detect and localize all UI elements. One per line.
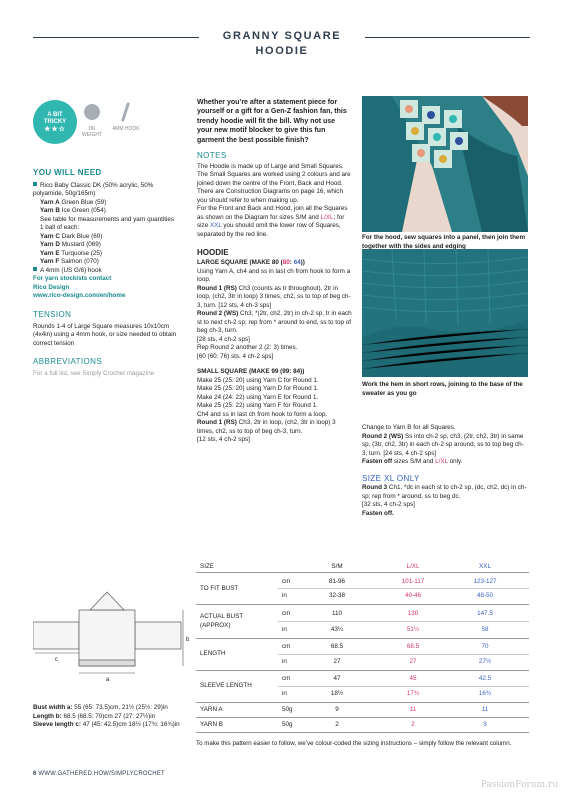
hem-photo-caption: Work the hem in short rows, joining to the base of the sweater as you go bbox=[362, 381, 523, 397]
size-xl-heading: SIZE XL ONLY bbox=[362, 473, 420, 483]
diagram-label-b: b bbox=[186, 637, 190, 643]
hoodie-heading: HOODIE bbox=[197, 248, 229, 258]
right-text-column: Change to Yarn B for all Squares. Round 2 (WS) Ss into ch-2 sp, ch3, (2tr, ch2, 3tr) in same sp, (3tr, ch2, 3tr) in each ch-2 sp around, ss to top beg ch-3, turn. [24 sts, 4 ch-2 sps] Fasten off sizes S/M and L/XL only. SIZE XL ONLY Round 3 Ch1, *dc in each st to ch-2 sp, (dc, ch2, dc) in ch-sp; rep from * around, ss to beg dc. [32 sts, 4 ch-2 sps] Fasten off. bbox=[362, 424, 527, 517]
hook-item: A 4mm (US G/6) hook bbox=[40, 266, 102, 274]
see-table-note: See table for measurements and yarn quantities bbox=[40, 215, 175, 223]
row-sleeve-length: SLEEVE LENGTH bbox=[200, 682, 252, 689]
diagram-measurements: Bust width a: 55 (65: 73.5)cm, 21½ (25½: 29)in Length b: 68.5 (68.5: 70)cm 27 (27: 27½)in Sleeve length c: 47 (45: 42.5)cm 18½ (17¾: 16¾)in bbox=[33, 704, 180, 728]
hook-size-label: 4MM HOOK bbox=[112, 126, 140, 132]
row-yarn-b: YARN B bbox=[200, 721, 223, 728]
size-header: SIZE bbox=[200, 563, 214, 570]
row-length: LENGTH bbox=[200, 650, 226, 657]
row-to-fit-bust: TO FIT BUST bbox=[200, 585, 239, 592]
row-actual-bust: ACTUAL BUST (APPROX) bbox=[200, 613, 244, 629]
header-rule-right bbox=[365, 37, 530, 38]
hood-photo bbox=[362, 96, 528, 232]
badge-line2: TRICKY bbox=[43, 118, 67, 125]
row-yarn-a: YARN A bbox=[200, 706, 223, 713]
badge-line1: A BIT bbox=[47, 112, 63, 118]
notes-heading: NOTES bbox=[197, 151, 227, 161]
page-footer bbox=[33, 770, 165, 778]
hook-icon bbox=[121, 102, 130, 122]
hem-photo bbox=[362, 249, 528, 377]
hood-photo-caption: For the hood, sew squares into a panel, then join them together with the sides and edging bbox=[362, 234, 526, 250]
abbreviations-text: For a full list, see Simply Crochet magazine bbox=[33, 369, 155, 377]
yarn-weight-label: DK WEIGHT bbox=[82, 126, 102, 138]
abbreviations-heading: ABBREVIATIONS bbox=[33, 357, 103, 367]
you-will-need-heading: YOU WILL NEED bbox=[33, 168, 102, 177]
footer-url[interactable]: WWW.GATHERED.HOW/SIMPLYCROCHET bbox=[38, 771, 165, 777]
stockist-link[interactable]: www.rico-design.com/en/home bbox=[33, 292, 126, 300]
large-square-heading: LARGE SQUARE (MAKE 80 (80: 64)) bbox=[197, 259, 305, 267]
diagram-label-c: c bbox=[55, 657, 58, 663]
small-square-heading: SMALL SQUARE (MAKE 99 (99: 84)) bbox=[197, 368, 305, 376]
table-note: To make this pattern easier to follow, we’ve colour-coded the sizing instructions – simply follow the relevant column. bbox=[196, 740, 512, 747]
tension-heading: TENSION bbox=[33, 309, 72, 319]
garment-diagram bbox=[33, 580, 193, 700]
page-number: 6 bbox=[33, 771, 37, 777]
yarn-intro: Rico Baby Classic DK (50% acrylic, 50% polyamide, 50g/165m) bbox=[33, 181, 154, 198]
watermark: PassionForum.ru bbox=[480, 780, 558, 790]
you-will-need-section: YOU WILL NEED Rico Baby Classic DK (50% acrylic, 50% polyamide, 50g/165m) Yarn A Green Blue (59) Yarn B Ice Green (054) See table for measurements and yarn quantities 1 ball of each: Yarn C Dark Blue (60) Yarn D Mustard (069) Yarn E Turquoise (25) Yarn F Salmon (070) A 4mm (US G/6) hook For yarn stockists contact Rico Design www.rico-design.com/en/home TENSION Rounds 1-4 of Large Square measures 10x10cm (4x4in) using a 4mm hook, or size needed to obtain correct tension ABBREVIATIONS For a full list, see Simply Crochet magazine bbox=[33, 168, 183, 378]
yarn-ball-icon bbox=[84, 104, 100, 120]
difficulty-badge bbox=[33, 100, 77, 144]
difficulty-stars: ★★☆ bbox=[44, 126, 66, 134]
intro-text: Whether you’re after a statement piece for yourself or a gift for a Gen-Z fashion fan, this trendy hoodie will fit the bill. Why not use your new motif blocker to give this fun garment the best possible finish? bbox=[197, 99, 347, 144]
page-title: GRANNY SQUARE HOODIE bbox=[222, 30, 342, 57]
header-rule-left bbox=[33, 37, 199, 38]
tension-text: Rounds 1-4 of Large Square measures 10x10cm (4x4in) using a 4mm hook, or size needed to obtain correct tension bbox=[33, 322, 177, 347]
diagram-label-a: a bbox=[106, 677, 110, 683]
main-text-column: Whether you’re after a statement piece for yourself or a gift for a Gen-Z fashion fan, this trendy hoodie will fit the bill. Why not use your new motif blocker to give this fun garment the best possible finish? NOTES The Hoodie is made up of Large and Small Squares. The Small Squares are worked using 2 colours and are joined down the centre of the Front, Back and Hood. There are Construction Diagrams on page 16, which you should refer to when making up. For the Front and Back and Hood, join all the Squares as shown on the Diagram for sizes S/M and L/XL; for size XXL you should omit the lower row of Squares, separated by the red line. HOODIE LARGE SQUARE (MAKE 80 (80: 64)) Using Yarn A, ch4 and ss in last ch from hook to form a loop. Round 1 (RS) Ch3 (counts as tr throughout), 2tr in loop, (ch2, 3tr in loop) 3 times, ch2, ss to top of beg ch-3, turn. [12 sts, 4 ch-3 sps] Round 2 (WS) Ch3, *(2tr, ch2, 2tr) in ch-2 sp, tr in each st to next ch-2 sp; rep from * around to end, ss to top of beg ch-3, turn. [28 sts, 4 ch-2 sps] Rep Round 2 another 2 (2: 3) times. [60 (60: 76) sts, 4 ch-2 sps] SMALL SQUARE (MAKE 99 (99: 84)) Make 25 (25: 20) using Yarn C for Round 1. Make 25 (25: 20) using Yarn D for Round 1. Make 24 (24: 22) using Yarn E for Round 1. Make 25 (25: 22) using Yarn F for Round 1. Ch4 and ss in last ch from hook to form a loop. Round 1 (RS) Ch3, 2tr in loop, (ch2, 3tr in loop) 3 times, ch2, ss to top of beg ch-3, turn. [12 sts, 4 ch-2 sps] bbox=[197, 99, 352, 444]
